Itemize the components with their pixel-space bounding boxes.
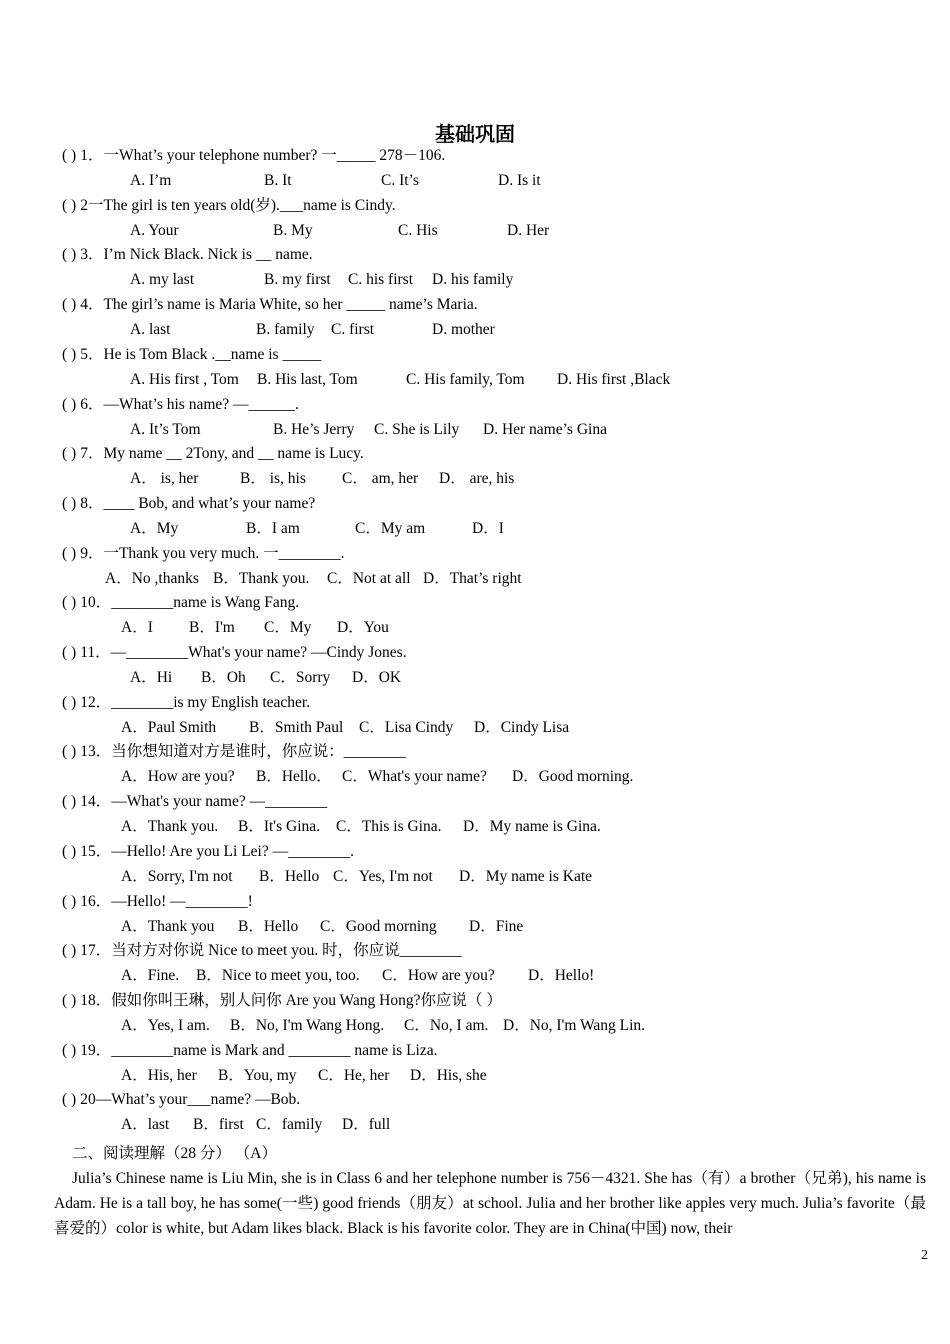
answer-option: B. He’s Jerry <box>273 420 355 438</box>
question-text: 16．—Hello! —________! <box>80 892 253 910</box>
question-stem <box>62 146 445 166</box>
answer-option: B．No, I'm Wang Hong. <box>230 1016 385 1034</box>
answer-option: C. His family, Tom <box>406 370 525 388</box>
question-stem <box>62 494 315 514</box>
question-text: 6．—What’s his name? —______. <box>80 395 299 413</box>
answer-option: C．Sorry <box>270 669 331 686</box>
answer-option: B．You, my <box>218 1066 297 1084</box>
answer-option: D．His, she <box>410 1066 487 1084</box>
answer-option: A．Paul Smith <box>121 718 217 736</box>
question-stem <box>62 345 321 365</box>
page-number: 2 <box>921 1248 928 1263</box>
answer-option: A．last <box>121 1116 170 1134</box>
answer-option: D．Hello! <box>528 967 595 985</box>
answer-option: B． is, his <box>240 470 306 488</box>
answer-option: C. first <box>331 321 375 339</box>
answer-option: D．I <box>472 519 504 537</box>
answer-option: D．That’s right <box>423 569 522 587</box>
answer-option: D．Fine <box>469 917 524 935</box>
answer-option: C．My am <box>355 519 426 537</box>
answer-option: D．OK <box>352 669 402 686</box>
answer-blank: ( ) <box>62 743 77 761</box>
answer-option: B．Nice to meet you, too. <box>196 967 360 985</box>
answer-blank: ( ) <box>62 494 77 512</box>
answer-blank: ( ) <box>62 246 77 264</box>
answer-option: B．Smith Paul <box>249 718 344 736</box>
answer-blank: ( ) <box>62 991 77 1009</box>
answer-option: D．My name is Kate <box>459 867 593 885</box>
question-text: 19．________name is Mark and ________ name is Liza. <box>80 1041 438 1059</box>
question-text: 2一The girl is ten years old(岁).___name is Cindy. <box>80 196 396 214</box>
answer-option: B. It <box>264 172 292 189</box>
question-text: 18．假如你叫王琳，别人问你 Are you Wang Hong?你应说（ ） <box>80 991 502 1009</box>
question-stem <box>62 742 406 762</box>
answer-option: D．Good morning. <box>512 768 634 786</box>
answer-option: D．No, I'm Wang Lin. <box>503 1016 646 1034</box>
answer-option: A. His first , Tom <box>130 370 239 388</box>
answer-option: A．His, her <box>121 1066 197 1084</box>
question-stem <box>62 544 345 564</box>
question-stem <box>62 295 478 315</box>
answer-blank: ( ) <box>62 395 77 413</box>
answer-option: A. Your <box>130 221 179 239</box>
answer-option: D. his family <box>432 271 514 289</box>
answer-option: C．Good morning <box>320 917 437 935</box>
answer-option: B. His last, Tom <box>257 370 358 388</box>
answer-option: A．Yes, I am. <box>121 1016 210 1034</box>
question-text: 4．The girl’s name is Maria White, so her _____ name’s Maria. <box>80 296 478 314</box>
answer-option: A．My <box>130 519 179 537</box>
answer-option: B．first <box>193 1116 244 1134</box>
answer-blank: ( ) <box>62 942 77 960</box>
answer-option: D．Cindy Lisa <box>474 718 570 736</box>
answer-option: B. family <box>256 321 315 339</box>
answer-option: A． is, her <box>130 470 199 488</box>
question-stem <box>62 842 354 862</box>
answer-blank: ( ) <box>62 793 77 811</box>
answer-option: A. last <box>130 321 171 339</box>
question-text: 17．当对方对你说 Nice to meet you. 时，你应说________ <box>80 942 462 960</box>
answer-blank: ( ) <box>62 345 77 363</box>
answer-blank: ( ) <box>62 544 77 562</box>
answer-option: B．Hello． <box>256 768 332 786</box>
answer-option: A. It’s Tom <box>130 420 201 438</box>
answer-option: C．Yes, I'm not <box>333 867 433 885</box>
answer-option: C．My <box>264 619 312 637</box>
answer-blank: ( ) <box>62 842 77 860</box>
answer-option: C．Lisa Cindy <box>359 718 454 736</box>
answer-option: C．No, I am. <box>404 1016 489 1034</box>
question-text: 11．—________What's your name? —Cindy Jones. <box>80 644 407 661</box>
question-stem <box>62 643 407 663</box>
answer-blank: ( ) <box>62 693 77 711</box>
answer-option: B．Hello <box>259 867 320 885</box>
answer-option: D．full <box>342 1116 391 1134</box>
answer-option: C．family <box>256 1116 323 1134</box>
question-text: 15．—Hello! Are you Li Lei? —________. <box>80 842 354 860</box>
reading-passage: Julia’s Chinese name is Liu Min, she is in Class 6 and her telephone number is 756－4321. She has（有）a brother（兄弟), his name is Adam. He is a tall boy, he has some(一些) good friends（朋友）at school. Julia and her brother like apples very much. Julia’s favorite（最喜爱的）color is white, but Adam likes black. Black is his favorite color. They are in China(中国) now, their <box>54 1170 926 1237</box>
question-stem <box>62 395 299 415</box>
answer-option: B．Oh <box>201 669 246 686</box>
question-text: 3．I’m Nick Black. Nick is __ name. <box>80 246 313 264</box>
question-text: 7．My name __ 2Tony, and __ name is Lucy. <box>80 445 364 463</box>
question-stem <box>62 991 502 1011</box>
answer-option: C. his first <box>348 271 414 289</box>
answer-option: A．No ,thanks <box>105 569 199 587</box>
answer-option: B．Hello <box>238 917 299 935</box>
answer-option: B．It's Gina. <box>238 818 321 836</box>
answer-option: D．My name is Gina. <box>463 818 601 836</box>
answer-option: A. my last <box>130 271 195 289</box>
answer-blank: ( ) <box>62 296 77 314</box>
question-text: 1．一What’s your telephone number? 一_____ 278－106. <box>80 147 446 164</box>
question-text: 13．当你想知道对方是谁时，你应说：________ <box>80 743 406 761</box>
answer-option: D．You <box>337 619 389 637</box>
answer-option: C. It’s <box>381 172 419 189</box>
section-heading: 二、阅读理解（28 分） （A） <box>72 1145 277 1162</box>
answer-option: B. my first <box>264 271 331 289</box>
question-text: 9．一Thank you very much. 一________. <box>80 544 345 562</box>
question-stem <box>62 693 310 713</box>
answer-option: A．Fine. <box>121 967 180 985</box>
answer-blank: ( ) <box>62 445 77 463</box>
answer-option: C．He, her <box>318 1066 390 1084</box>
answer-option: D． are, his <box>439 470 515 488</box>
question-text: 8．____ Bob, and what’s your name? <box>80 494 316 512</box>
page-title: 基础巩固 <box>435 122 515 146</box>
answer-option: B．I am <box>246 519 300 537</box>
answer-blank: ( ) <box>62 196 77 214</box>
question-text: 20—What’s your___name? —Bob. <box>80 1091 301 1109</box>
question-stem <box>62 892 253 912</box>
answer-option: A．Thank you. <box>121 818 219 836</box>
question-stem <box>62 444 364 464</box>
question-text: 14．—What's your name? —________ <box>80 793 328 811</box>
question-text: 5．He is Tom Black .__name is _____ <box>80 345 322 363</box>
answer-option: C． am, her <box>342 470 419 488</box>
answer-option: C．What's your name? <box>342 768 487 786</box>
question-stem <box>62 1041 438 1061</box>
answer-blank: ( ) <box>62 1041 77 1059</box>
answer-option: C. She is Lily <box>374 420 460 438</box>
answer-option: C．This is Gina. <box>336 818 442 836</box>
answer-option: C. His <box>398 221 438 239</box>
question-stem <box>62 196 396 216</box>
answer-option: C．How are you? <box>382 967 495 985</box>
question-stem <box>62 245 313 265</box>
answer-option: B．Thank you. <box>213 569 310 587</box>
answer-option: D. Her name’s Gina <box>483 420 607 438</box>
answer-option: A．Hi <box>130 669 173 686</box>
answer-option: A. I’m <box>130 172 172 189</box>
answer-blank: ( ) <box>62 644 77 661</box>
answer-option: D. His first ,Black <box>557 370 671 388</box>
answer-option: A．How are you? <box>121 768 235 786</box>
question-stem <box>62 593 299 613</box>
question-text: 10．________name is Wang Fang. <box>80 594 300 612</box>
answer-option: A．Sorry, I'm not <box>121 867 233 885</box>
answer-option: D. Is it <box>498 172 541 189</box>
answer-option: C．Not at all <box>327 569 411 587</box>
answer-blank: ( ) <box>62 147 77 164</box>
answer-option: A．I <box>121 619 153 637</box>
answer-option: A．Thank you <box>121 917 215 935</box>
question-text: 12．________is my English teacher. <box>80 693 311 711</box>
answer-blank: ( ) <box>62 594 77 612</box>
question-stem <box>62 941 462 961</box>
answer-option: B. My <box>273 221 313 239</box>
answer-blank: ( ) <box>62 892 77 910</box>
answer-option: D. Her <box>507 221 550 239</box>
answer-option: D. mother <box>432 321 495 339</box>
answer-option: B．I'm <box>189 619 235 637</box>
question-stem <box>62 1090 300 1110</box>
answer-blank: ( ) <box>62 1091 77 1109</box>
question-stem <box>62 792 327 812</box>
